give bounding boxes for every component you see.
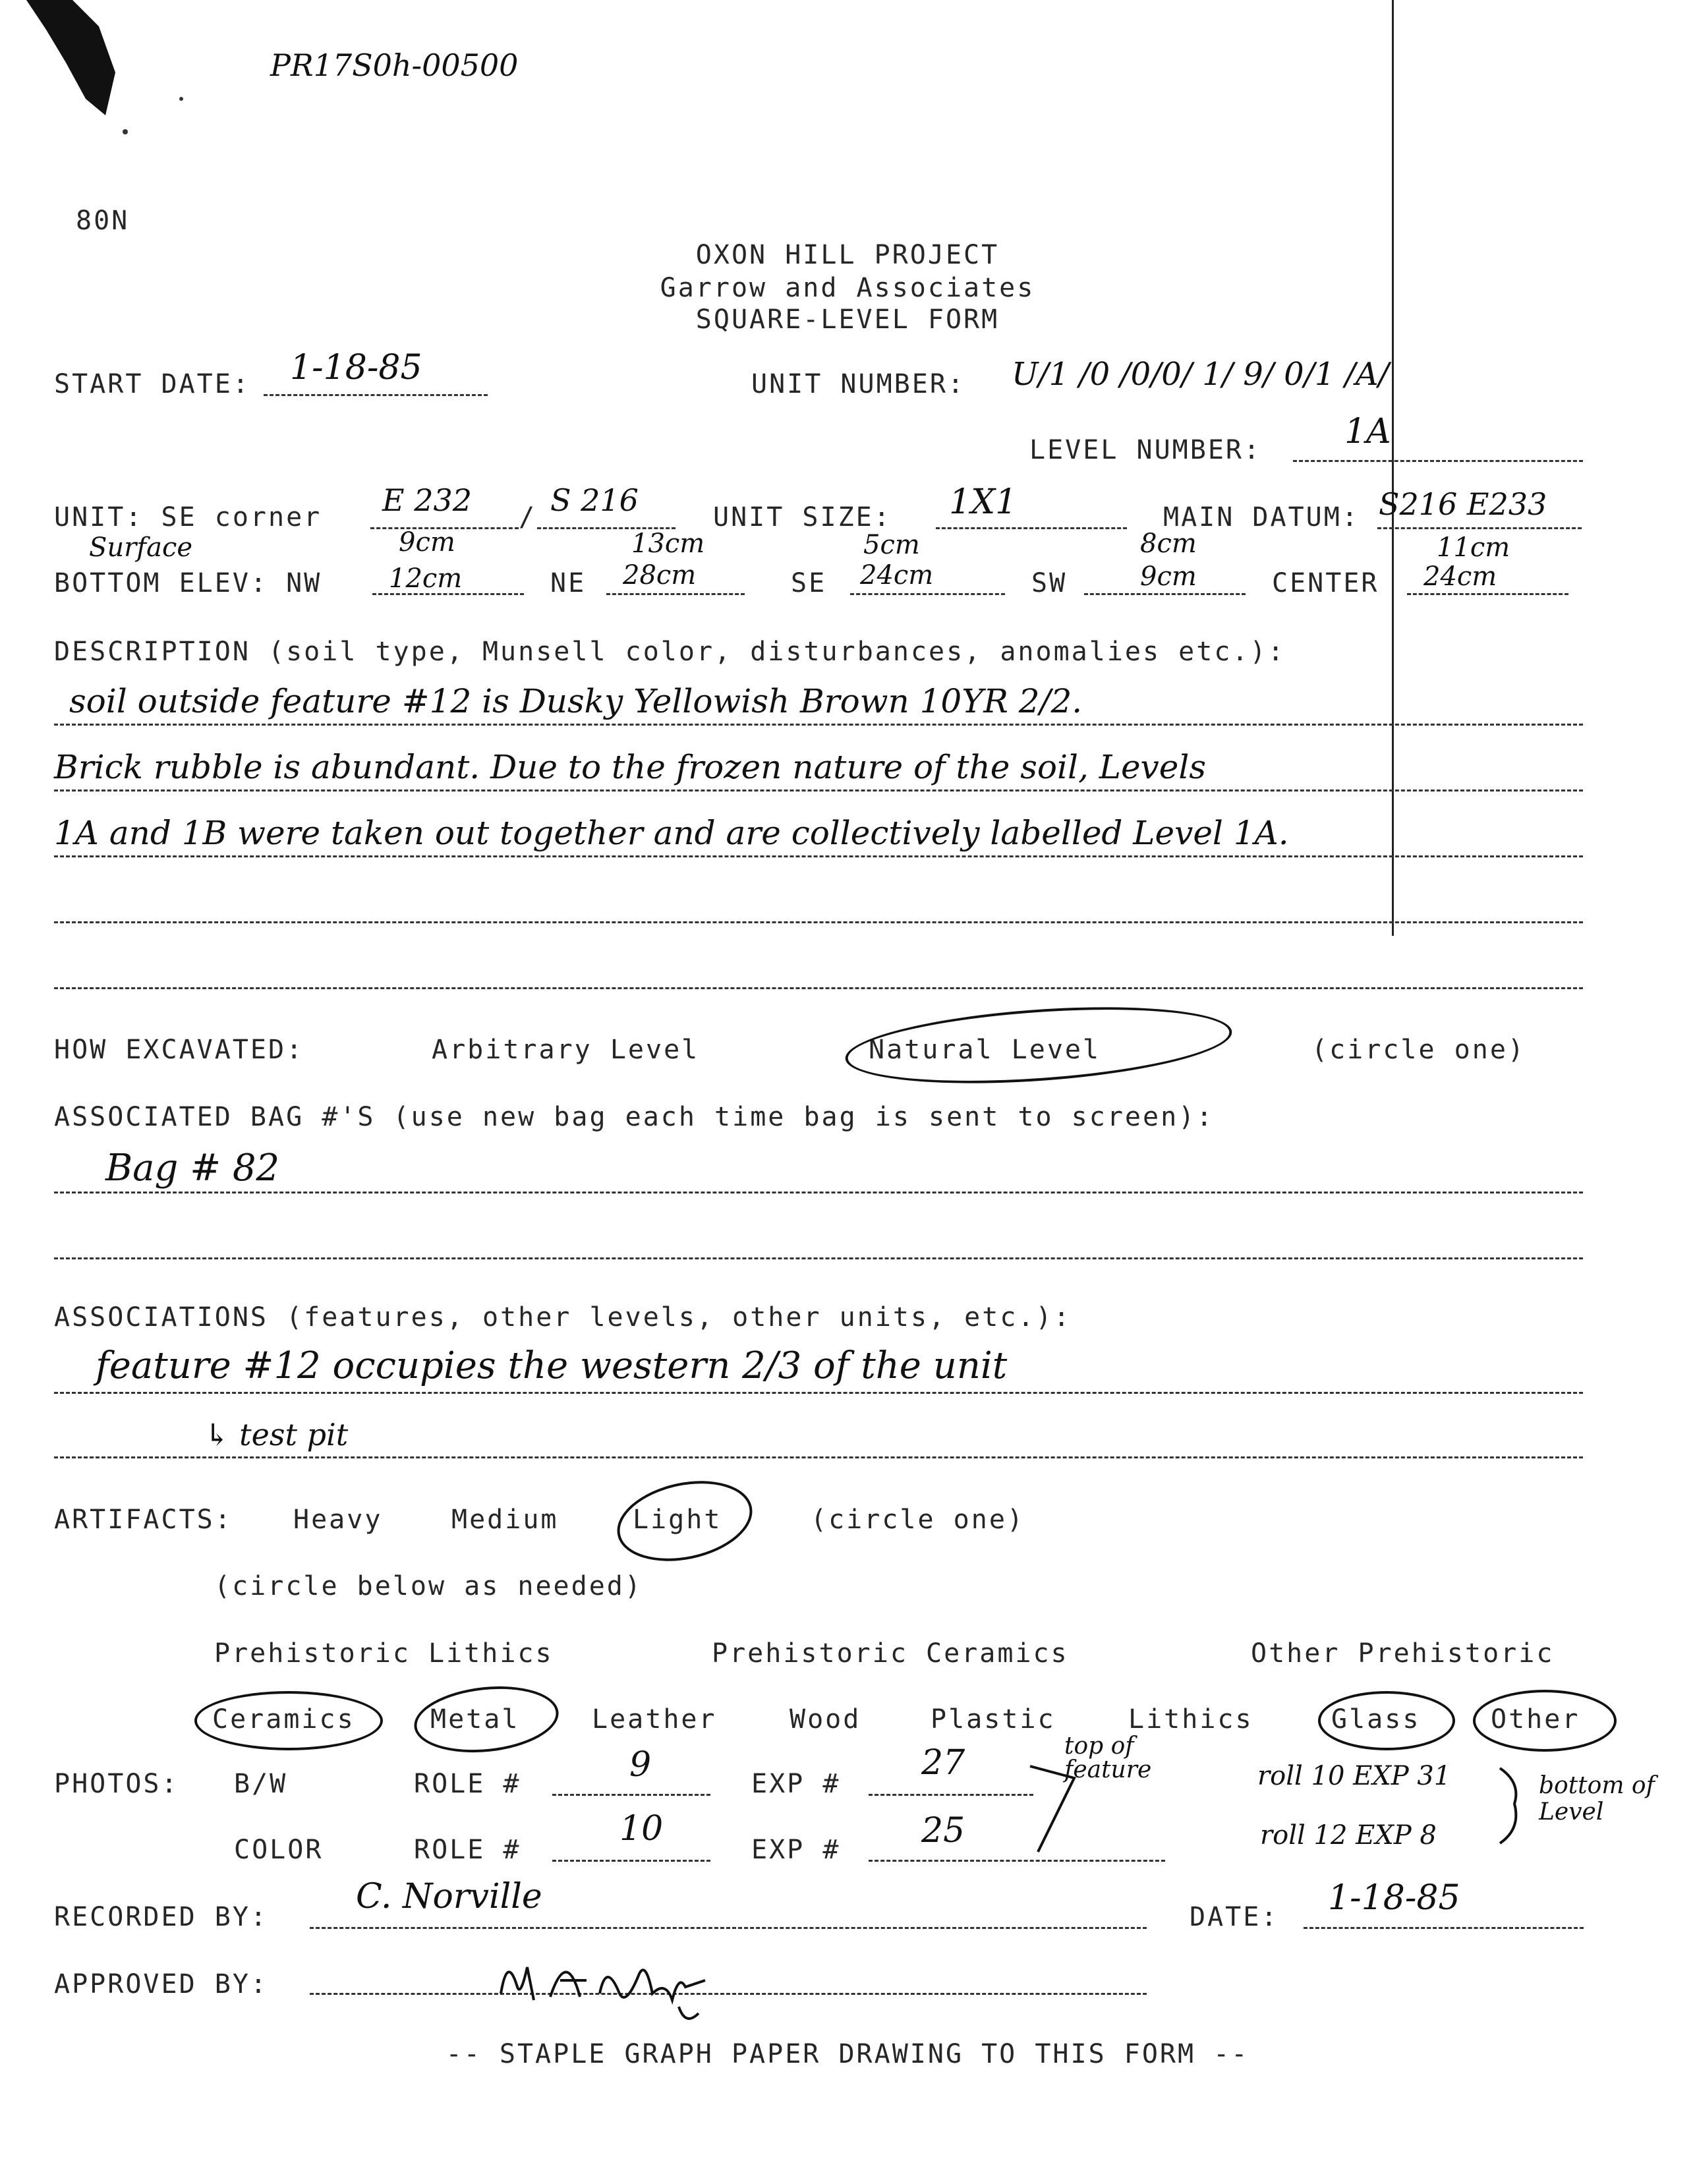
bottom-center-value: 24cm [1423, 561, 1497, 592]
artifact-glass[interactable]: Glass [1331, 1704, 1421, 1735]
recorded-by-value: C. Norville [356, 1877, 542, 1916]
bottom-se-value: 24cm [860, 560, 934, 590]
bags-line-1 [54, 1192, 1583, 1193]
artifact-wood[interactable]: Wood [790, 1704, 861, 1735]
scan-ink-blot [0, 0, 198, 171]
description-line-1 [54, 724, 1583, 726]
description-text-3: 1A and 1B were taken out together and are collectively labelled Level 1A. [54, 814, 1289, 852]
artifact-ceramics[interactable]: Ceramics [212, 1704, 355, 1735]
project-title: OXON HILL PROJECT [695, 240, 1000, 270]
description-text-1: soil outside feature #12 is Dusky Yellowish Brown 10YR 2/2. [69, 682, 1083, 720]
start-date-line [264, 394, 488, 396]
document-id: PR17S0h-00500 [270, 47, 519, 83]
description-line-4 [54, 921, 1583, 923]
unit-number-value: U/1 /0 /0/0/ 1/ 9/ 0/1 /A/ [1012, 356, 1389, 393]
unit-size-line [936, 527, 1127, 529]
bottom-sw-value: 9cm [1140, 561, 1197, 592]
artifacts-label: ARTIFACTS: [54, 1505, 233, 1535]
bottom-sw-label: SW [1031, 568, 1068, 598]
description-text-2: Brick rubble is abundant. Due to the frozen nature of the soil, Levels [54, 748, 1207, 786]
surface-se: 5cm [863, 530, 920, 560]
corner-code: 80N [76, 206, 130, 236]
artifacts-medium[interactable]: Medium [451, 1505, 559, 1535]
bw-role-line [552, 1794, 710, 1796]
associations-text-2: ↳ test pit [204, 1417, 349, 1452]
description-label: DESCRIPTION (soil type, Munsell color, disturbances, anomalies etc.): [54, 637, 1286, 667]
start-date-label: START DATE: [54, 369, 250, 399]
footer-note: -- STAPLE GRAPH PAPER DRAWING TO THIS FORM -- [445, 2039, 1250, 2069]
artifact-lithics[interactable]: Lithics [1128, 1704, 1253, 1735]
other-prehistoric[interactable]: Other Prehistoric [1251, 1638, 1555, 1669]
bags-value: Bag # 82 [105, 1147, 280, 1190]
artifacts-heavy[interactable]: Heavy [293, 1505, 383, 1535]
color-exp-label: EXP # [751, 1835, 841, 1865]
bw-exp-line [869, 1794, 1033, 1796]
bottom-ne-value: 28cm [623, 560, 697, 590]
associations-line-1 [54, 1392, 1583, 1394]
surface-center: 11cm [1437, 532, 1510, 563]
unit-label: UNIT: SE corner [54, 502, 322, 532]
artifact-metal[interactable]: Metal [430, 1704, 520, 1735]
main-datum-value: S216 E233 [1379, 486, 1547, 522]
artifacts-below-hint: (circle below as needed) [214, 1571, 643, 1601]
how-excavated-hint: (circle one) [1311, 1035, 1526, 1065]
approved-signature [488, 1934, 764, 2040]
color-exp-line [869, 1860, 1165, 1862]
level-number-label: LEVEL NUMBER: [1029, 435, 1262, 465]
bags-label: ASSOCIATED BAG #'S (use new bag each time bag is sent to screen): [54, 1102, 1215, 1132]
bottom-ne-label: NE [550, 568, 587, 598]
unit-size-label: UNIT SIZE: [713, 502, 892, 532]
recorded-date-label: DATE: [1190, 1902, 1279, 1932]
recorded-by-line [310, 1927, 1147, 1929]
bottom-se-line [850, 593, 1005, 595]
photos-color-label: COLOR [234, 1835, 324, 1865]
bottom-sw-line [1084, 593, 1246, 595]
photo-roll-b: roll 12 EXP 8 [1260, 1820, 1437, 1851]
unit-south-value: S 216 [550, 482, 639, 518]
photo-note-top: top of feature [1064, 1733, 1152, 1783]
main-datum-line [1377, 527, 1582, 529]
artifact-other[interactable]: Other [1491, 1704, 1580, 1735]
color-exp-value: 25 [921, 1811, 965, 1851]
bw-role-label: ROLE # [414, 1769, 521, 1799]
recorded-date-line [1304, 1927, 1584, 1929]
option-arbitrary-level[interactable]: Arbitrary Level [432, 1035, 700, 1065]
surface-label: Surface [89, 532, 193, 563]
artifacts-light-circle [610, 1470, 760, 1573]
recorded-by-label: RECORDED BY: [54, 1902, 268, 1932]
bags-line-2 [54, 1257, 1583, 1259]
photos-bw-label: B/W [234, 1769, 288, 1799]
photo-note-bottom: bottom of Level [1539, 1772, 1655, 1825]
form-title: SQUARE-LEVEL FORM [695, 304, 1000, 335]
associations-text-1: feature #12 occupies the western 2/3 of the unit [96, 1344, 1008, 1387]
prehistoric-lithics[interactable]: Prehistoric Lithics [214, 1638, 554, 1669]
associations-line-2 [54, 1456, 1583, 1458]
bottom-center-label: CENTER [1272, 568, 1379, 598]
natural-level-circle [843, 996, 1234, 1095]
bottom-nw-value: 12cm [389, 563, 463, 594]
scan-fold-line [1392, 0, 1394, 936]
associations-label: ASSOCIATIONS (features, other levels, other units, etc.): [54, 1302, 1072, 1333]
main-datum-label: MAIN DATUM: [1163, 502, 1360, 532]
bw-exp-value: 27 [921, 1743, 965, 1783]
description-line-3 [54, 855, 1583, 857]
surface-nw: 9cm [399, 527, 455, 558]
bottom-center-line [1407, 593, 1568, 595]
bottom-ne-line [606, 593, 745, 595]
artifacts-hint: (circle one) [811, 1505, 1025, 1535]
other-circle [1473, 1690, 1617, 1752]
approved-by-label: APPROVED BY: [54, 1969, 268, 1999]
color-role-label: ROLE # [414, 1835, 521, 1865]
bw-exp-label: EXP # [751, 1769, 841, 1799]
artifact-leather[interactable]: Leather [592, 1704, 717, 1735]
color-role-value: 10 [619, 1809, 664, 1849]
color-role-line [552, 1860, 710, 1862]
level-number-value: 1A [1344, 412, 1391, 451]
start-date-value: 1-18-85 [290, 348, 422, 388]
surface-sw: 8cm [1140, 529, 1197, 559]
how-excavated-label: HOW EXCAVATED: [54, 1035, 304, 1065]
unit-separator: / [519, 502, 537, 532]
surface-ne: 13cm [631, 529, 705, 559]
photo-roll-a: roll 10 EXP 31 [1257, 1761, 1451, 1791]
artifacts-light[interactable]: Light [633, 1505, 722, 1535]
recorded-date-value: 1-18-85 [1328, 1878, 1460, 1918]
option-natural-level[interactable]: Natural Level [869, 1035, 1101, 1065]
bottom-elev-label: BOTTOM ELEV: NW [54, 568, 322, 598]
bottom-se-label: SE [791, 568, 827, 598]
company-name: Garrow and Associates [660, 273, 1035, 303]
description-line-5 [54, 987, 1583, 989]
unit-east-value: E 232 [382, 482, 473, 518]
description-line-2 [54, 790, 1583, 791]
artifact-plastic[interactable]: Plastic [931, 1704, 1056, 1735]
metal-circle [411, 1680, 561, 1759]
photo-roll-brace [1495, 1763, 1534, 1849]
bw-role-value: 9 [629, 1745, 652, 1785]
ceramics-circle [194, 1691, 383, 1750]
level-number-line [1293, 460, 1583, 462]
unit-size-value: 1X1 [949, 482, 1018, 522]
unit-number-label: UNIT NUMBER: [751, 369, 965, 399]
prehistoric-ceramics[interactable]: Prehistoric Ceramics [712, 1638, 1069, 1669]
glass-circle [1318, 1691, 1455, 1750]
photos-label: PHOTOS: [54, 1769, 179, 1799]
